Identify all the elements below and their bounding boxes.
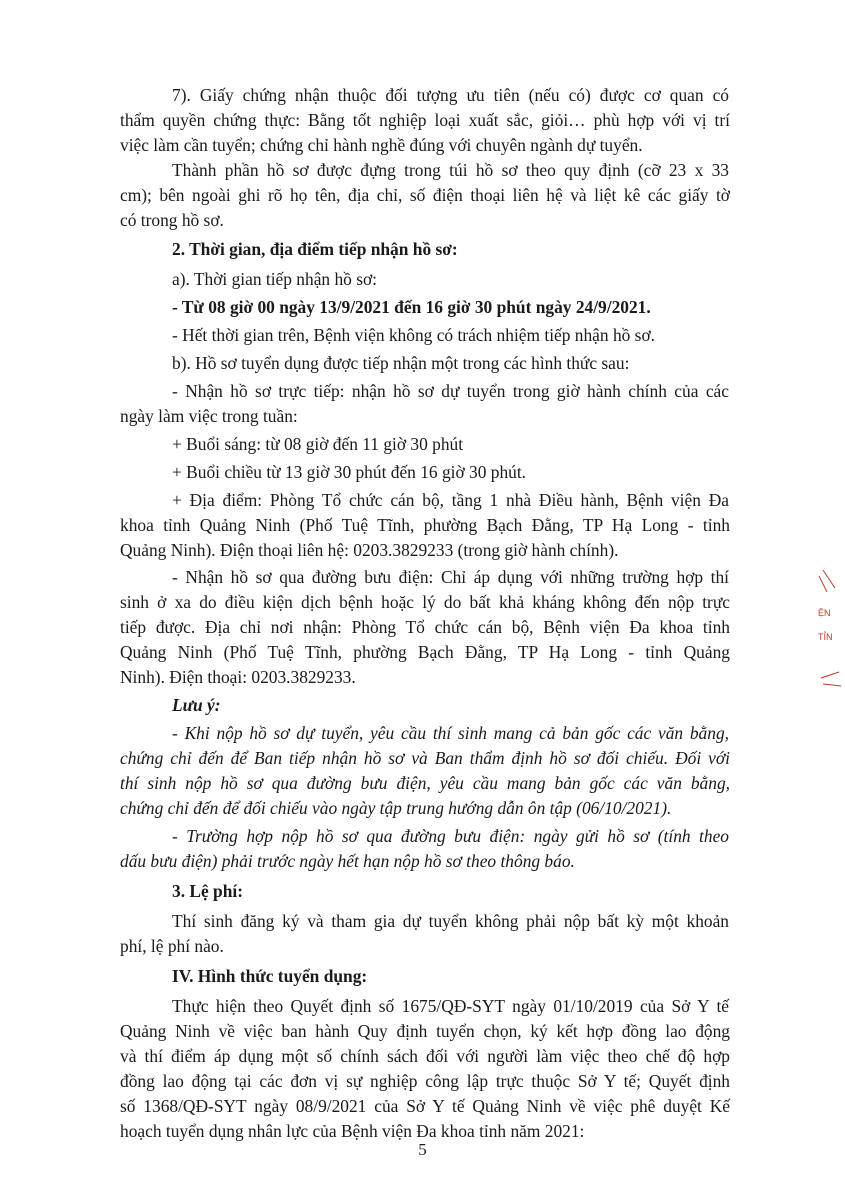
stamp-fragment-top: ỆN [818,608,831,618]
text-line: chứng chỉ đến để Ban tiếp nhận hồ sơ và Ban thẩm định hồ sơ đối chiếu. Đối với [120,748,730,768]
text-line: có trong hồ sơ. [120,210,224,230]
text-line: Thực hiện theo Quyết định số 1675/QĐ-SYT ngày 01/10/2019 của Sở Y tế [172,996,729,1016]
text-line: thẩm quyền chứng thực: Bằng tốt nghiệp loại xuất sắc, giỏi… phù hợp với vị trí [120,110,730,130]
text-line: Quảng Ninh về việc ban hành Quy định tuyển chọn, ký kết hợp đồng lao động [120,1021,730,1041]
stamp-fragment-bottom: TỈN [818,632,833,642]
text-line: 2. Thời gian, địa điểm tiếp nhận hồ sơ: [172,239,458,259]
text-line: phí, lệ phí nào. [120,936,224,956]
text-line: Quảng Ninh). Điện thoại liên hệ: 0203.3829233 (trong giờ hành chính). [120,540,619,560]
text-line: tiếp được. Địa chỉ nơi nhận: Phòng Tổ chức cán bộ, Bệnh viện Đa khoa tỉnh [120,617,730,637]
text-line: cm); bên ngoài ghi rõ họ tên, địa chỉ, số điện thoại liên hệ và liệt kê các giấy tờ [120,185,730,205]
text-line: + Buổi chiều từ 13 giờ 30 phút đến 16 giờ 30 phút. [172,462,527,482]
text-line: Thí sinh đăng ký và tham gia dự tuyển không phải nộp bất kỳ một khoản [172,911,729,931]
text-line: 3. Lệ phí: [172,881,244,901]
text-line: - Nhận hồ sơ trực tiếp: nhận hồ sơ dự tuyển trong giờ hành chính của các [172,381,729,401]
text-line: Quảng Ninh (Phố Tuệ Tĩnh, phường Bạch Đằng, TP Hạ Long - tỉnh Quảng [120,642,730,662]
text-line: Ninh). Điện thoại: 0203.3829233. [120,667,356,687]
text-line: đồng lao động tại các đơn vị sự nghiệp công lập trực thuộc Sở Y tế; Quyết định [120,1071,730,1091]
text-line: - Nhận hồ sơ qua đường bưu điện: Chỉ áp dụng với những trường hợp thí [172,567,729,587]
text-line: b). Hồ sơ tuyển dụng được tiếp nhận một trong các hình thức sau: [172,353,630,373]
text-line: số 1368/QĐ-SYT ngày 08/9/2021 của Sở Y tế Quảng Ninh về việc phê duyệt Kế [120,1096,730,1116]
text-line: sinh ở xa do điều kiện dịch bệnh hoặc lý do bất khả kháng không đến nộp trực [120,592,730,612]
text-line: dấu bưu điện) phải trước ngày hết hạn nộp hồ sơ theo thông báo. [120,851,575,871]
text-line: thí sinh nộp hồ sơ qua đường bưu điện, yêu cầu mang bản gốc các văn bằng, [120,773,730,793]
text-line: khoa tỉnh Quảng Ninh (Phố Tuệ Tĩnh, phường Bạch Đằng, TP Hạ Long - tỉnh [120,515,730,535]
text-line: + Buổi sáng: từ 08 giờ đến 11 giờ 30 phút [172,434,464,454]
text-line: việc làm cần tuyển; chứng chỉ hành nghề đúng với chuyên ngành dự tuyển. [120,135,643,155]
text-line: Lưu ý: [172,695,221,715]
text-line: - Khi nộp hồ sơ dự tuyển, yêu cầu thí sinh mang cả bản gốc các văn bằng, [172,723,729,743]
text-line: a). Thời gian tiếp nhận hồ sơ: [172,269,377,289]
text-line: hoạch tuyển dụng nhân lực của Bệnh viện Đa khoa tỉnh năm 2021: [120,1121,585,1141]
text-line: IV. Hình thức tuyển dụng: [172,966,368,986]
text-line: chứng chỉ đến để đối chiếu vào ngày tập trung hướng dẫn ôn tập (06/10/2021). [120,798,672,818]
stamp-edge-marks [805,560,845,700]
text-line: Thành phần hồ sơ được đựng trong túi hồ sơ theo quy định (cỡ 23 x 33 [172,160,729,180]
text-line: - Từ 08 giờ 00 ngày 13/9/2021 đến 16 giờ 30 phút ngày 24/9/2021. [172,297,651,317]
text-line: và thí điểm áp dụng một số chính sách đối với người làm việc theo chế độ hợp [120,1046,730,1066]
text-line: - Trường hợp nộp hồ sơ qua đường bưu điện: ngày gửi hồ sơ (tính theo [172,826,729,846]
text-line: - Hết thời gian trên, Bệnh viện không có trách nhiệm tiếp nhận hồ sơ. [172,325,655,345]
text-line: + Địa điểm: Phòng Tổ chức cán bộ, tầng 1 nhà Điều hành, Bệnh viện Đa [172,490,729,510]
page-number: 5 [418,1140,427,1159]
text-line: 7). Giấy chứng nhận thuộc đối tượng ưu tiên (nếu có) được cơ quan có [172,85,729,105]
text-line: ngày làm việc trong tuần: [120,406,298,426]
